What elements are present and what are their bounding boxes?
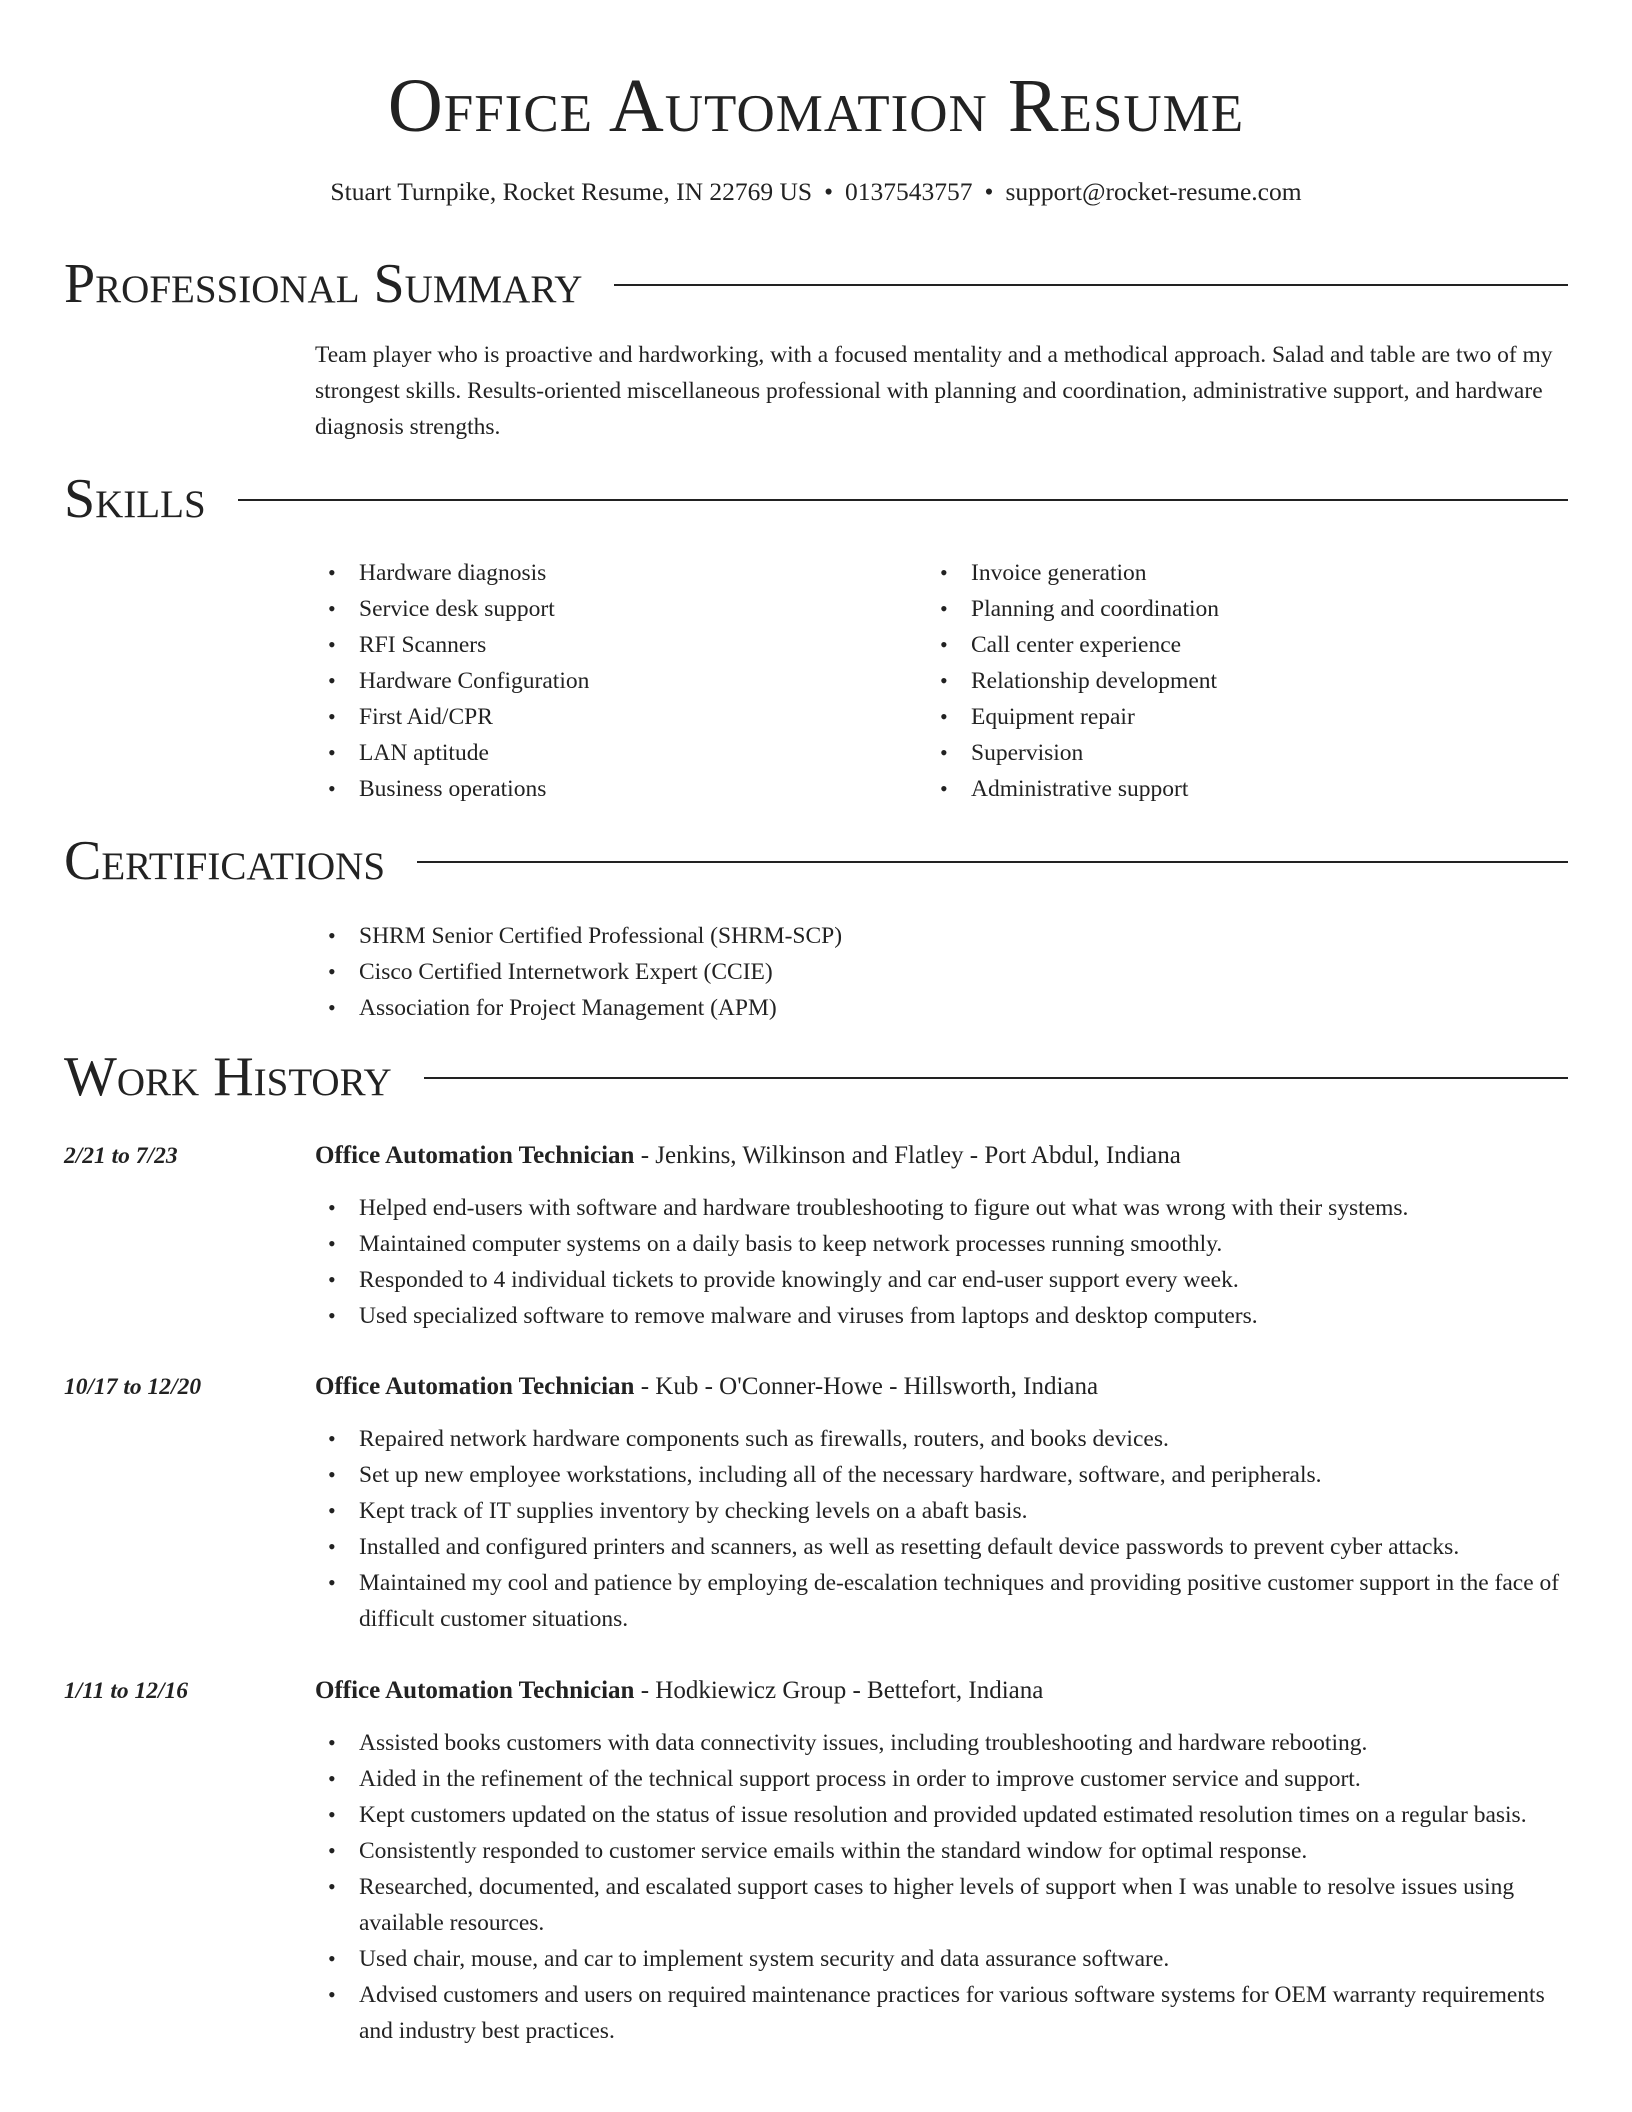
skill-item: • Planning and coordination — [927, 591, 1567, 627]
job-dates: 10/17 to 12/20 — [64, 1374, 202, 1400]
job-bullet: • Advised customers and users on required maintenance practices for various software systems for OEM warranty requirements and industry best practices. — [315, 1977, 1570, 2049]
job-bullet: • Maintained my cool and patience by employing de-escalation techniques and providing positive customer support in the face of difficult customer situations. — [315, 1565, 1570, 1637]
job-title: Office Automation Technician — [315, 1373, 635, 1400]
job-title: Office Automation Technician — [315, 1142, 635, 1169]
skill-item: • Supervision — [927, 735, 1567, 771]
certification-item: • Cisco Certified Internetwork Expert (CCIE) — [315, 954, 1570, 990]
job-bullet: • Kept customers updated on the status of issue resolution and provided updated estimated resolution times on a regular basis. — [315, 1797, 1570, 1833]
skill-item: • Invoice generation — [927, 555, 1567, 591]
skill-item: • Service desk support — [315, 591, 915, 627]
skill-item: • Equipment repair — [927, 699, 1567, 735]
section-divider — [238, 499, 1568, 501]
skill-item: • Business operations — [315, 771, 915, 807]
job-bullet: • Set up new employee workstations, including all of the necessary hardware, software, and peripherals. — [315, 1457, 1570, 1493]
job-bullet: • Repaired network hardware components such as firewalls, routers, and books devices. — [315, 1421, 1570, 1457]
certification-item: • SHRM Senior Certified Professional (SHRM-SCP) — [315, 918, 1570, 954]
job-bullet: • Consistently responded to customer service emails within the standard window for optimal response. — [315, 1833, 1570, 1869]
job-employer-location: - Kub - O'Conner-Howe - Hillsworth, Indiana — [634, 1373, 1099, 1400]
skill-item: • Call center experience — [927, 627, 1567, 663]
skill-item: • First Aid/CPR — [315, 699, 915, 735]
job-bullet: • Aided in the refinement of the technical support process in order to improve customer service and support. — [315, 1761, 1570, 1797]
job-employer-location: - Hodkiewicz Group - Bettefort, Indiana — [634, 1677, 1044, 1704]
job-bullet-list — [315, 1421, 1570, 1637]
section-divider — [417, 861, 1568, 863]
skill-item: • Relationship development — [927, 663, 1567, 699]
skill-item: • RFI Scanners — [315, 627, 915, 663]
job-bullet-list — [315, 1190, 1570, 1334]
skill-item: • LAN aptitude — [315, 735, 915, 771]
contact-email: support@rocket-resume.com — [1005, 177, 1302, 206]
skills-list-left — [315, 555, 915, 807]
summary-text: Team player who is proactive and hardworking, with a focused mentality and a methodical approach. Salad and table are two of my strongest skills. Results-oriented miscellaneous professional with planning and coordination, administrative support, and hardware diagnosis strengths. — [315, 342, 1553, 440]
contact-separator: • — [824, 177, 834, 206]
certifications-list — [315, 918, 1570, 1026]
job-bullet: • Helped end-users with software and hardware troubleshooting to figure out what was wrong with their systems. — [315, 1190, 1570, 1226]
certifications-heading: Certifications — [64, 830, 386, 892]
summary-section-header — [64, 252, 1568, 316]
job-bullet: • Used chair, mouse, and car to implement system security and data assurance software. — [315, 1941, 1570, 1977]
job-heading — [315, 1673, 1570, 1709]
job-bullet: • Used specialized software to remove malware and viruses from laptops and desktop computers. — [315, 1298, 1570, 1334]
job-employer-location: - Jenkins, Wilkinson and Flatley - Port Abdul, Indiana — [634, 1142, 1181, 1169]
job-bullet: • Kept track of IT supplies inventory by checking levels on a abaft basis. — [315, 1493, 1570, 1529]
contact-phone: 0137543757 — [845, 177, 973, 206]
contact-address: Stuart Turnpike, Rocket Resume, IN 22769 US — [330, 177, 813, 206]
skills-heading: Skills — [64, 468, 206, 530]
contact-line — [0, 174, 1632, 210]
job-heading — [315, 1138, 1570, 1174]
job-dates: 2/21 to 7/23 — [64, 1143, 178, 1169]
job-bullet-list — [315, 1725, 1570, 2049]
job-bullet: • Researched, documented, and escalated support cases to higher levels of support when I was unable to resolve issues using available resources. — [315, 1869, 1570, 1941]
job-bullet: • Assisted books customers with data connectivity issues, including troubleshooting and hardware rebooting. — [315, 1725, 1570, 1761]
contact-separator: • — [984, 177, 994, 206]
skill-item: • Hardware Configuration — [315, 663, 915, 699]
section-divider — [614, 284, 1568, 286]
job-bullet: • Maintained computer systems on a daily basis to keep network processes running smoothly. — [315, 1226, 1570, 1262]
job-heading — [315, 1369, 1570, 1405]
skill-item: • Administrative support — [927, 771, 1567, 807]
job-bullet: • Installed and configured printers and scanners, as well as resetting default device passwords to prevent cyber attacks. — [315, 1529, 1570, 1565]
certifications-section-header — [64, 829, 1568, 893]
skills-section-header — [64, 467, 1568, 531]
section-divider — [424, 1077, 1568, 1079]
certification-item: • Association for Project Management (APM) — [315, 990, 1570, 1026]
skill-item: • Hardware diagnosis — [315, 555, 915, 591]
summary-heading: Professional Summary — [64, 253, 583, 315]
work-history-heading: Work History — [64, 1046, 392, 1108]
skills-list-right — [927, 555, 1567, 807]
job-bullet: • Responded to 4 individual tickets to provide knowingly and car end-user support every week. — [315, 1262, 1570, 1298]
job-title: Office Automation Technician — [315, 1677, 635, 1704]
job-dates: 1/11 to 12/16 — [64, 1678, 189, 1704]
work-history-section-header — [64, 1045, 1568, 1109]
resume-title: Office Automation Resume — [387, 64, 1245, 148]
